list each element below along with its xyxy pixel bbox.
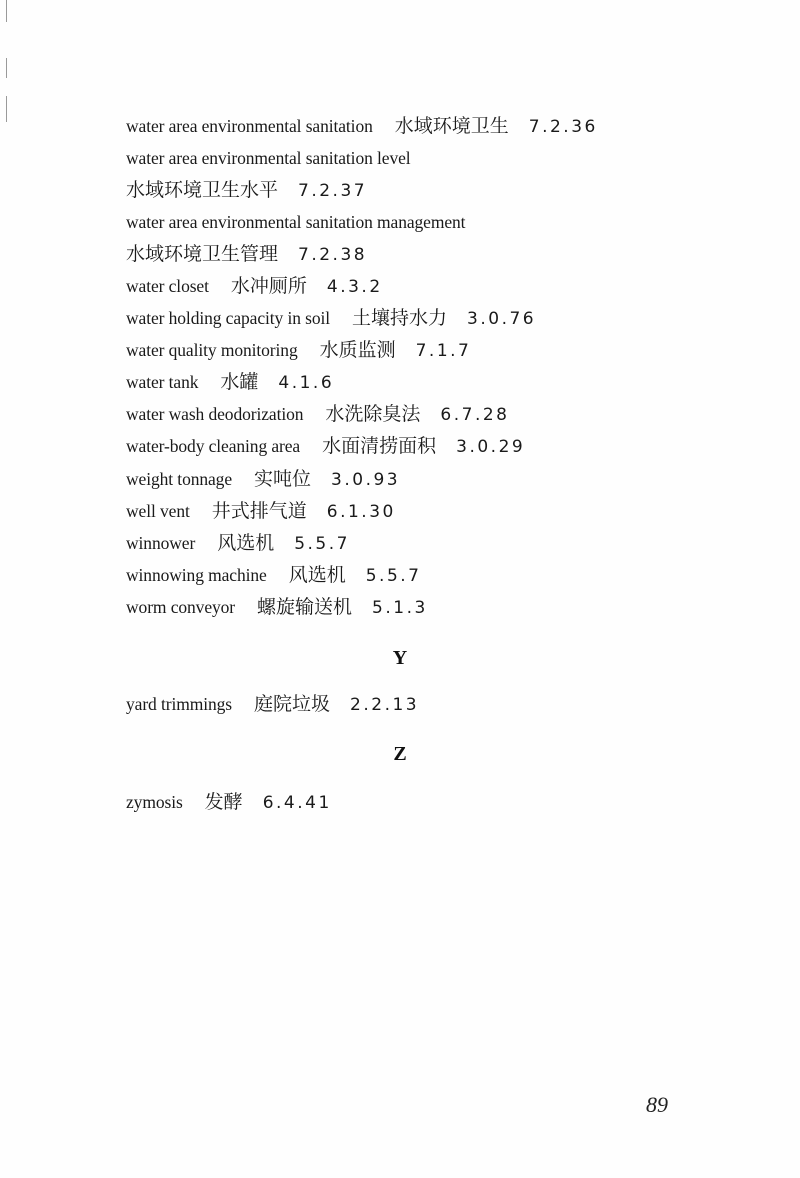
index-entry [126, 467, 400, 491]
entry-term-zh: 实吨位 [254, 468, 312, 490]
entry-clause-ref: 7.2.38 [298, 245, 368, 265]
section-letter-heading: Y [392, 647, 408, 669]
entry-term-en: water-body cleaning area [126, 436, 301, 456]
index-entry [126, 402, 510, 426]
entry-term-en: yard trimmings [126, 694, 233, 714]
entry-term-zh: 土壤持水力 [352, 307, 448, 329]
entry-term-zh: 庭院垃圾 [254, 693, 331, 715]
entry-clause-ref: 7.2.37 [298, 181, 368, 201]
entry-term-en: zymosis [126, 792, 183, 812]
index-entry [126, 306, 536, 330]
entry-term-zh: 水质监测 [319, 339, 396, 361]
index-entry [126, 595, 428, 619]
index-entry-continuation [126, 178, 367, 202]
index-entry [126, 370, 334, 394]
index-entry-continuation [126, 242, 367, 266]
entry-term-en: winnower [126, 533, 196, 553]
index-entry [126, 563, 421, 587]
entry-term-en: water holding capacity in soil [126, 308, 331, 328]
entry-term-en: well vent [126, 501, 190, 521]
entry-clause-ref: 6.4.41 [262, 793, 332, 813]
index-entry [126, 434, 525, 458]
entry-clause-ref: 3.0.29 [456, 437, 526, 457]
entry-term-zh: 风选机 [217, 532, 275, 554]
scan-edge-mark [6, 58, 7, 78]
index-entry [126, 338, 471, 362]
entry-term-zh: 发酵 [204, 791, 243, 813]
entry-term-zh: 水域环境卫生 [394, 115, 509, 137]
index-entry [126, 114, 598, 138]
entry-term-en: water tank [126, 372, 199, 392]
entry-term-zh: 水洗除臭法 [325, 403, 421, 425]
entry-term-en: water wash deodorization [126, 404, 304, 424]
entry-clause-ref: 5.5.7 [294, 534, 350, 554]
entry-term-en: water area environmental sanitation [126, 116, 373, 136]
entry-clause-ref: 7.2.36 [528, 117, 598, 137]
page-number: 89 [646, 1092, 668, 1117]
index-entry [126, 274, 383, 298]
entry-term-zh: 水域环境卫生管理 [126, 243, 279, 265]
index-entry [126, 531, 350, 555]
entry-term-en: weight tonnage [126, 469, 233, 489]
entry-term-en: winnowing machine [126, 565, 267, 585]
index-entry [126, 499, 396, 523]
entry-term-zh: 水域环境卫生水平 [126, 179, 279, 201]
entry-clause-ref: 5.1.3 [372, 598, 428, 618]
entry-term-zh: 水罐 [220, 371, 259, 393]
entry-term-en: worm conveyor [126, 597, 236, 617]
entry-clause-ref: 2.2.13 [350, 695, 420, 715]
entry-term-zh: 螺旋输送机 [257, 596, 353, 618]
scan-edge-mark [6, 96, 7, 122]
index-entry [126, 210, 465, 234]
index-entry [126, 692, 419, 716]
section-letter-heading: Z [393, 743, 407, 765]
entry-term-zh: 水面清捞面积 [322, 435, 437, 457]
entry-clause-ref: 5.5.7 [365, 566, 422, 586]
entry-term-en: water area environmental sanitation level [126, 148, 411, 168]
entry-term-en: water closet [126, 276, 209, 296]
entry-term-en: water quality monitoring [126, 340, 298, 360]
entry-clause-ref: 4.3.2 [326, 277, 383, 297]
entry-term-zh: 井式排气道 [211, 500, 307, 522]
entry-term-zh: 水冲厕所 [230, 275, 307, 297]
entry-clause-ref: 6.1.30 [326, 502, 396, 522]
entry-clause-ref: 3.0.76 [467, 309, 537, 329]
index-entry [126, 146, 411, 170]
entry-term-en: water area environmental sanitation management [126, 212, 466, 232]
entry-clause-ref: 4.1.6 [278, 373, 335, 393]
entry-clause-ref: 6.7.28 [440, 405, 510, 425]
entry-clause-ref: 3.0.93 [331, 470, 401, 490]
entry-clause-ref: 7.1.7 [415, 341, 472, 361]
scan-edge-mark [6, 0, 7, 22]
entry-term-zh: 风选机 [288, 564, 346, 586]
index-entry [126, 790, 332, 814]
